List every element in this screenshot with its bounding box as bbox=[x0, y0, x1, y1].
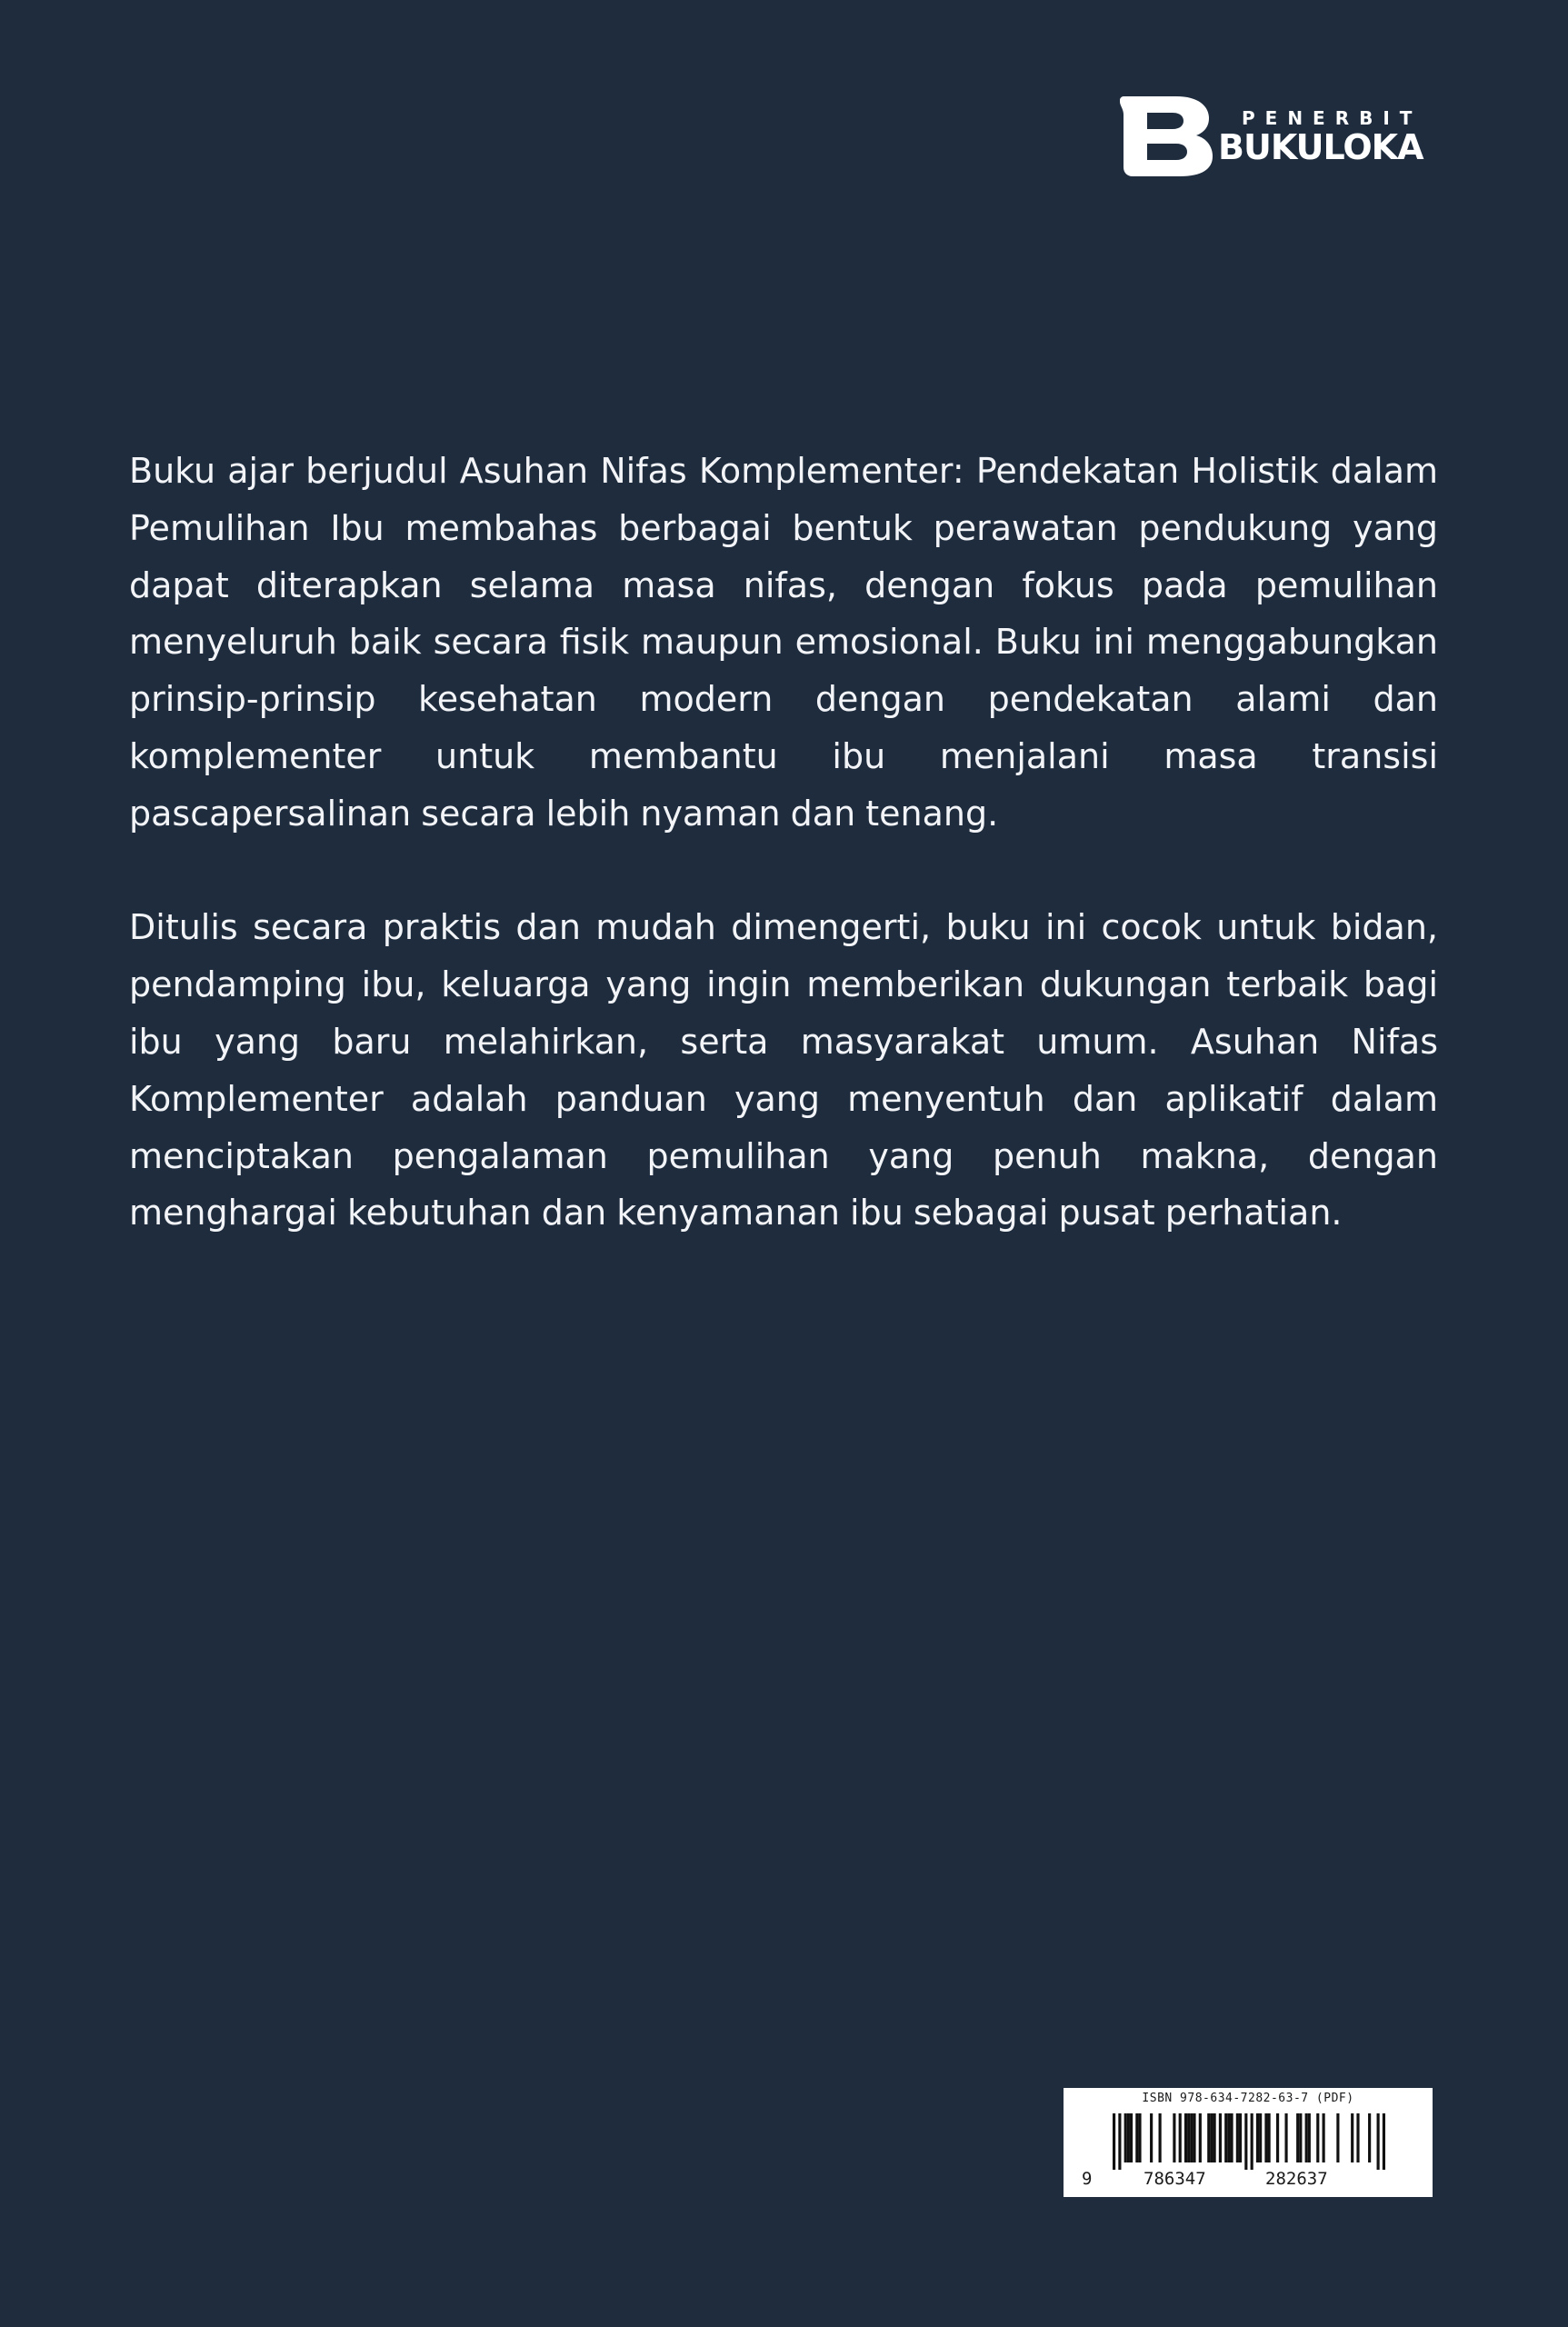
barcode-left-group: 786347 bbox=[1144, 2169, 1206, 2189]
barcode-bar bbox=[1124, 2113, 1127, 2162]
barcode-bar bbox=[1356, 2113, 1359, 2162]
barcode-bar bbox=[1199, 2113, 1202, 2162]
barcode-bar bbox=[1187, 2113, 1190, 2162]
barcode-first-digit: 9 bbox=[1082, 2169, 1093, 2189]
barcode-guard-bar bbox=[1113, 2113, 1115, 2170]
isbn-label: ISBN 978-634-7282-63-7 (PDF) bbox=[1142, 2092, 1354, 2105]
barcode-bar bbox=[1207, 2113, 1210, 2162]
barcode-bar bbox=[1138, 2113, 1141, 2162]
barcode-bar bbox=[1256, 2113, 1259, 2162]
barcode-guard-bar bbox=[1118, 2113, 1121, 2170]
barcode-bar bbox=[1219, 2113, 1222, 2162]
barcode-bar bbox=[1210, 2113, 1213, 2162]
barcode-guard-bar bbox=[1383, 2113, 1385, 2170]
blurb bbox=[129, 443, 1438, 1299]
barcode-bar bbox=[1159, 2113, 1162, 2162]
barcode-bar bbox=[1323, 2113, 1325, 2162]
barcode-bar bbox=[1316, 2113, 1319, 2162]
barcode-bar bbox=[1351, 2113, 1353, 2162]
barcode-bar bbox=[1236, 2113, 1239, 2162]
barcode-bar bbox=[1368, 2113, 1371, 2162]
blurb-paragraph-2: Ditulis secara praktis dan mudah dimengerti, buku ini cocok untuk bidan, pendamping ibu, keluarga yang ingin memberikan dukungan terbaik bagi ibu yang baru melahirkan, serta masyarakat umum. Asuhan Nifas Komplementer adalah panduan yang menyentuh dan aplikatif dalam menciptakan pengalaman pemulihan yang penuh makna, dengan menghargai kebutuhan dan kenyamanan ibu sebagai pusat perhatian. bbox=[129, 907, 1438, 1233]
barcode-bar bbox=[1230, 2113, 1233, 2162]
barcode-bar bbox=[1239, 2113, 1242, 2162]
barcode-bar bbox=[1276, 2113, 1279, 2162]
barcode-bar bbox=[1299, 2113, 1302, 2162]
barcode-guard-bar bbox=[1377, 2113, 1380, 2170]
barcode-bar bbox=[1130, 2113, 1133, 2162]
isbn-barcode bbox=[1064, 2088, 1433, 2197]
barcode-bar bbox=[1213, 2113, 1216, 2162]
barcode-bar bbox=[1193, 2113, 1195, 2162]
barcode-bar bbox=[1224, 2113, 1227, 2162]
barcode-bar bbox=[1227, 2113, 1230, 2162]
barcode-bars bbox=[1113, 2113, 1385, 2170]
blurb-paragraph-1: Buku ajar berjudul Asuhan Nifas Komplementer: Pendekatan Holistik dalam Pemulihan Ibu membahas berbagai bentuk perawatan pendukung yang dapat diterapkan selama masa nifas, dengan fokus pada pemulihan menyeluruh baik secara fisik maupun emosional. Buku ini menggabungkan prinsip-prinsip kesehatan modern dengan pendekatan alami dan komplementer untuk membantu ibu menjalani masa transisi pascapersalinan secara lebih nyaman dan tenang. bbox=[129, 451, 1438, 834]
barcode-bar bbox=[1336, 2113, 1339, 2162]
barcode-bar bbox=[1296, 2113, 1299, 2162]
barcode-bar bbox=[1264, 2113, 1267, 2162]
barcode-bar bbox=[1268, 2113, 1271, 2162]
barcode-bar bbox=[1150, 2113, 1153, 2162]
barcode-bar bbox=[1190, 2113, 1193, 2162]
publisher-name: BUKULOKA bbox=[1218, 127, 1423, 167]
publisher-logo bbox=[1120, 96, 1440, 176]
barcode-bar bbox=[1284, 2113, 1287, 2162]
barcode-bar bbox=[1305, 2113, 1308, 2162]
barcode-bar bbox=[1184, 2113, 1187, 2162]
barcode-bar bbox=[1259, 2113, 1262, 2162]
barcode-bar bbox=[1135, 2113, 1138, 2162]
barcode-right-group: 282637 bbox=[1265, 2169, 1328, 2189]
barcode-guard-bar bbox=[1251, 2113, 1253, 2170]
barcode-bar bbox=[1173, 2113, 1175, 2162]
barcode-guard-bar bbox=[1244, 2113, 1247, 2170]
barcode-bar bbox=[1179, 2113, 1182, 2162]
publisher-kicker: PENERBIT bbox=[1242, 107, 1423, 129]
barcode-bar bbox=[1127, 2113, 1130, 2162]
logo-b-mark bbox=[1120, 96, 1213, 176]
barcode-bar bbox=[1308, 2113, 1311, 2162]
